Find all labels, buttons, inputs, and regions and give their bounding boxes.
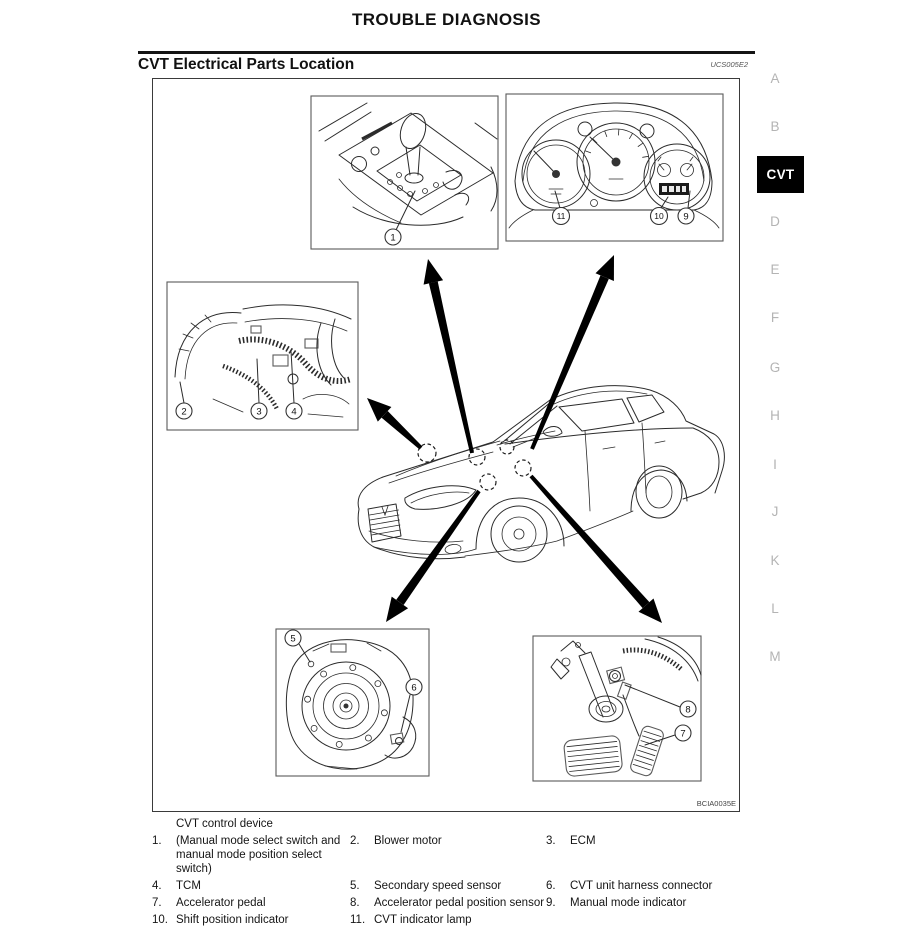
svg-text:5: 5: [290, 633, 296, 645]
svg-text:10: 10: [654, 211, 664, 222]
legend-text: Accelerator pedal position sensor: [374, 897, 545, 909]
sidebar-item-a[interactable]: A: [770, 71, 780, 86]
parts-location-figure-frame: [152, 78, 740, 812]
parts-location-figure: [153, 79, 739, 811]
legend-item-8: [350, 896, 546, 910]
legend-text: Blower motor: [374, 835, 442, 847]
svg-text:7: 7: [680, 728, 686, 740]
sidebar-item-h[interactable]: H: [770, 408, 780, 423]
legend-intro: CVT control device: [176, 818, 273, 830]
legend-num: 6.: [546, 880, 556, 892]
legend-text: CVT indicator lamp: [374, 914, 472, 926]
sidebar-item-g[interactable]: G: [769, 360, 781, 375]
marker-headlight: [480, 474, 496, 490]
inset-pedal-assembly: [533, 636, 701, 781]
sidebar-item-i[interactable]: I: [773, 457, 777, 472]
legend-item-4: [152, 879, 350, 893]
legend-num: 10.: [152, 914, 168, 926]
legend-item-3: [546, 834, 758, 876]
sidebar-item-k[interactable]: K: [770, 553, 780, 568]
inset-engine-compartment: [167, 282, 358, 430]
legend-text: ECM: [570, 835, 596, 847]
sidebar-item-j[interactable]: J: [771, 504, 779, 519]
legend-text: manual mode position select switch): [176, 849, 322, 875]
legend-text: Manual mode indicator: [570, 897, 687, 909]
legend-item-7: [152, 896, 350, 910]
legend-num: 3.: [546, 835, 556, 847]
sidebar-item-d[interactable]: D: [770, 214, 780, 229]
brake-pedal-art: [563, 735, 622, 777]
legend-text: Accelerator pedal: [176, 897, 266, 909]
marker-fender: [515, 460, 531, 476]
legend-item-11: [350, 913, 546, 927]
svg-text:3: 3: [256, 406, 262, 418]
svg-text:2: 2: [181, 406, 187, 418]
legend-text: TCM: [176, 880, 201, 892]
legend-num: 5.: [350, 880, 360, 892]
legend-num: 4.: [152, 880, 162, 892]
arrow-to-engine-compartment: [367, 398, 422, 450]
section-divider: [138, 51, 755, 54]
grille: [368, 504, 401, 542]
svg-text:9: 9: [683, 211, 689, 223]
svg-text:1: 1: [390, 232, 396, 244]
inset-instrument-cluster: [506, 94, 723, 241]
legend: [152, 817, 758, 927]
page-title: TROUBLE DIAGNOSIS: [351, 10, 542, 29]
legend-item-10: [152, 913, 350, 927]
legend-text: (Manual mode select switch and: [176, 835, 341, 847]
legend-num: 7.: [152, 897, 162, 909]
legend-num: 9.: [546, 897, 556, 909]
shift-position-display: [659, 183, 689, 195]
legend-text: CVT unit harness connector: [570, 880, 713, 892]
legend-num: 8.: [350, 897, 360, 909]
legend-text: Shift position indicator: [176, 914, 289, 926]
figure-code: BCIA0035E: [696, 799, 736, 808]
sidebar-item-b[interactable]: B: [770, 119, 780, 134]
legend-item-2: [350, 834, 546, 876]
legend-item-6: [546, 879, 758, 893]
inset-shift-selector: [311, 96, 498, 249]
svg-text:11: 11: [556, 211, 566, 222]
legend-item-1: [152, 834, 350, 876]
arrow-to-pedal-assembly: [530, 475, 663, 623]
inset-transmission: [276, 629, 429, 776]
sidebar-item-cvt-active[interactable]: CVT: [757, 156, 804, 193]
svg-text:8: 8: [685, 704, 691, 716]
legend-text: Secondary speed sensor: [374, 880, 502, 892]
legend-item-9: [546, 896, 758, 910]
legend-num: 1.: [152, 835, 162, 847]
sidebar-item-f[interactable]: F: [770, 310, 780, 325]
legend-num: 11.: [350, 914, 366, 926]
sidebar-item-l[interactable]: L: [771, 601, 779, 616]
headlight: [405, 486, 476, 509]
svg-text:4: 4: [291, 406, 297, 418]
sidebar-item-m[interactable]: M: [769, 649, 781, 664]
svg-text:6: 6: [411, 682, 417, 694]
section-code: UCS005E2: [710, 60, 748, 69]
pointer-arrows: [367, 255, 662, 623]
sidebar-item-e[interactable]: E: [770, 262, 780, 277]
arrow-to-shift-selector: [424, 259, 474, 453]
car-illustration: [358, 386, 724, 562]
legend-num: 2.: [350, 835, 360, 847]
section-heading: CVT Electrical Parts Location: [138, 56, 355, 73]
legend-item-5: [350, 879, 546, 893]
